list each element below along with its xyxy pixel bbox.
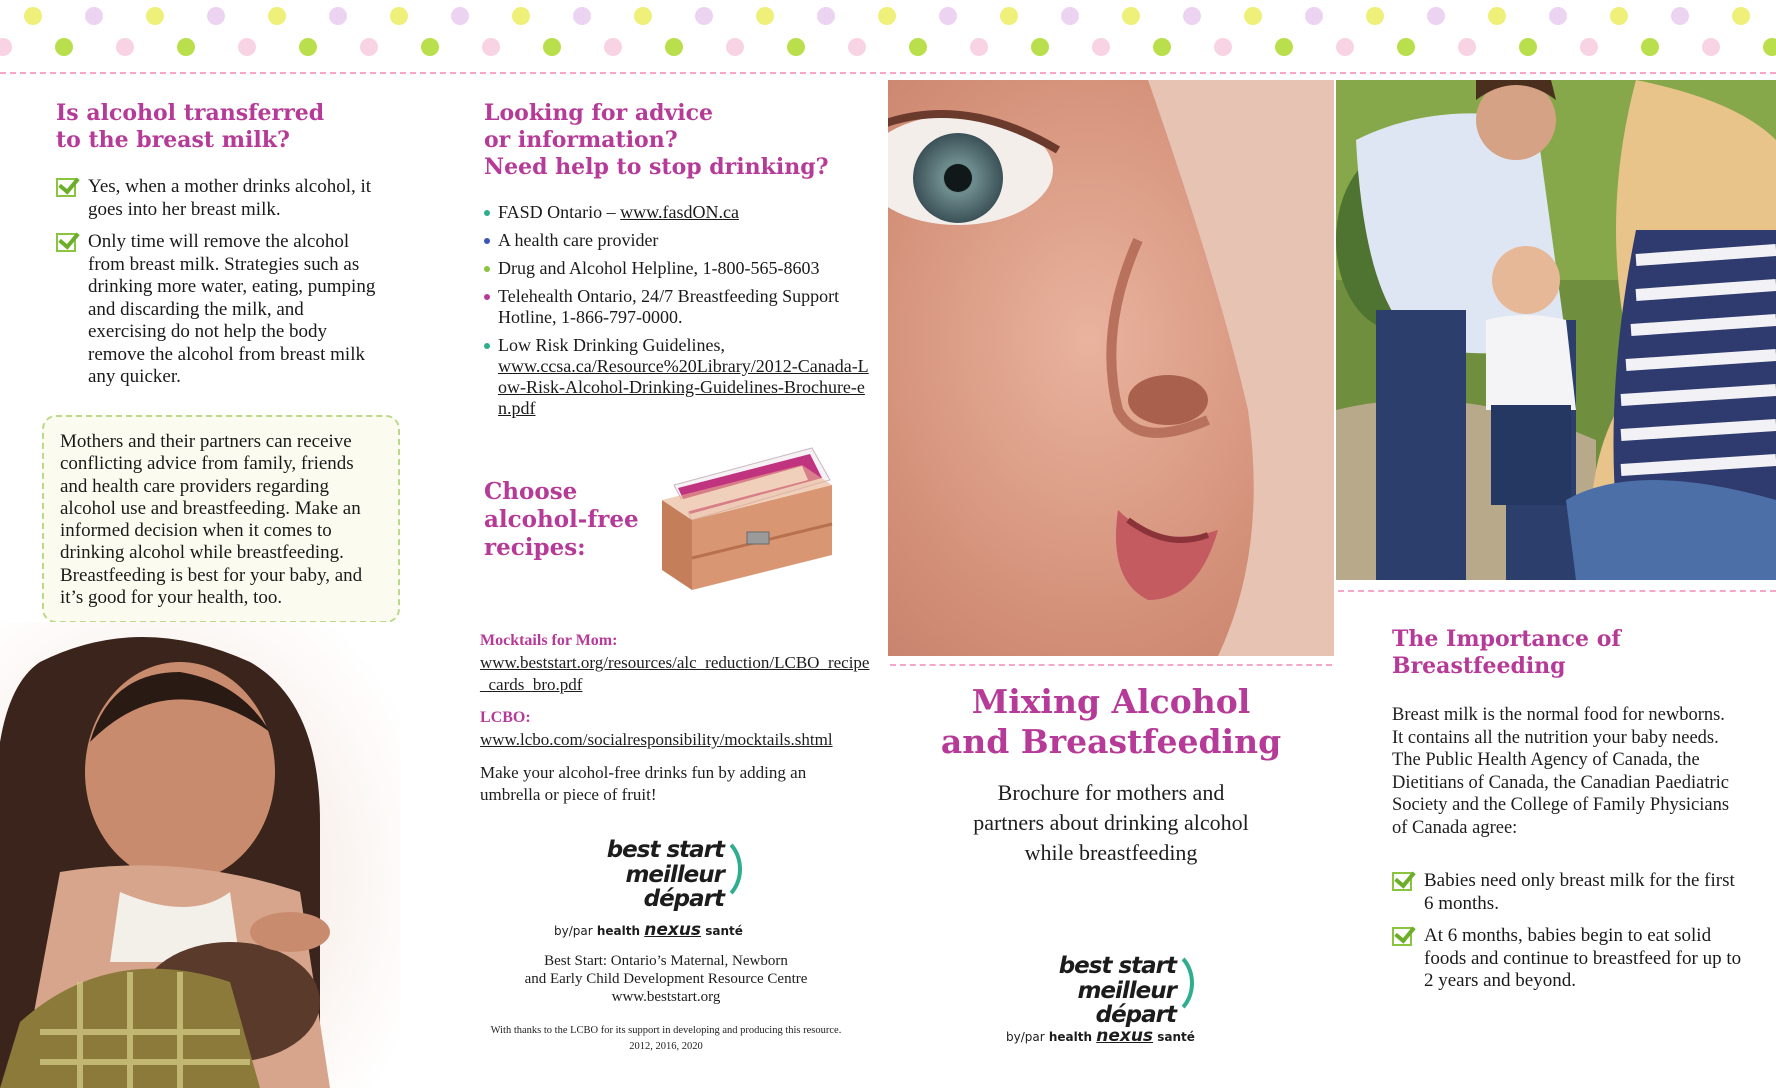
panel1-heading-line2: to the breast milk?	[56, 126, 290, 153]
header-dot	[695, 7, 713, 25]
mocktails-label: Mocktails for Mom:	[480, 632, 618, 649]
header-dot	[1305, 7, 1323, 25]
header-dot	[24, 7, 42, 25]
panel2-heading-line3: Need help to stop drinking?	[484, 153, 829, 180]
header-dot	[939, 7, 957, 25]
header-dot	[177, 38, 195, 56]
header-dot	[1366, 7, 1384, 25]
resource-item	[484, 202, 870, 223]
header-dot	[1488, 7, 1506, 25]
panel1-heading	[56, 100, 324, 154]
logo-byline	[1006, 1026, 1195, 1046]
resource-link[interactable]: www.ccsa.ca/Resource%20Library/2012-Canada-Low-Risk-Alcohol-Drinking-Guidelines-Brochure-en.pdf	[498, 356, 869, 418]
header-dot	[55, 38, 73, 56]
header-dot	[1000, 7, 1018, 25]
mocktails-link[interactable]: www.beststart.org/resources/alc_reduction/LCBO_recipe_cards_bro.pdf	[480, 653, 870, 694]
header-dot	[360, 38, 378, 56]
mother-baby-illustration	[0, 622, 400, 1088]
resource-item	[484, 230, 870, 251]
panel2-heading	[484, 100, 829, 180]
byline-health: health	[1048, 1030, 1093, 1044]
header-dot	[1580, 38, 1598, 56]
byline-nexus: nexus	[1096, 1026, 1154, 1046]
header-dot	[1214, 38, 1232, 56]
header-dot	[756, 7, 774, 25]
recipe-box-icon	[652, 440, 842, 600]
header-dot	[665, 38, 683, 56]
header-dot	[1275, 38, 1293, 56]
header-dot	[1244, 7, 1262, 25]
check-item	[1392, 925, 1742, 993]
partner-advice-note: Mothers and their partners can receive conflicting advice from family, friends and health care providers regarding alcohol use and breastfeeding. Make an informed decision when it comes to drinking alcohol while breastfeeding. Breastfeeding is best for your baby, and it’s good for your health, too.	[42, 415, 400, 623]
header-dot	[207, 7, 225, 25]
logo-arc-icon	[682, 834, 742, 904]
header-dot	[390, 7, 408, 25]
bullet-icon	[484, 210, 490, 216]
baby-closeup-photo	[888, 80, 1334, 656]
byline-health: health	[596, 924, 641, 938]
header-dot	[1183, 7, 1201, 25]
checkmark-icon	[1392, 872, 1412, 891]
header-dot	[1031, 38, 1049, 56]
credit-line3: www.beststart.org	[611, 989, 721, 1005]
header-dot	[1519, 38, 1537, 56]
resource-link[interactable]: www.fasdON.ca	[620, 202, 739, 222]
header-dot	[1092, 38, 1110, 56]
mother-breastfeeding-photo	[0, 622, 400, 1088]
header-dot	[604, 38, 622, 56]
checkmark-icon	[56, 178, 76, 197]
logo-line2: meilleur départ	[625, 862, 724, 913]
header-dot	[1153, 38, 1171, 56]
resource-text: FASD Ontario –	[498, 202, 621, 222]
check-item-text: Only time will remove the alcohol from breast milk. Strategies such as drinking more water, eating, pumping and discarding the milk, and exercising do not help the body remove the alcohol from breast milk any quicker.	[88, 231, 376, 387]
header-dot	[726, 38, 744, 56]
check-item-text: At 6 months, babies begin to eat solid foods and continue to breastfeed for up to 2 years and beyond.	[1424, 925, 1742, 991]
check-item-text: Yes, when a mother drinks alcohol, it goes into her breast milk.	[88, 176, 372, 220]
header-dot	[512, 7, 530, 25]
family-illustration	[1336, 80, 1776, 580]
header-dot	[85, 7, 103, 25]
header-dot	[299, 38, 317, 56]
resource-item	[484, 286, 870, 328]
header-dot	[1610, 7, 1628, 25]
logo-arc-icon	[1134, 948, 1194, 1018]
subtitle-line1: Brochure for mothers and	[997, 780, 1225, 805]
header-dot	[573, 7, 591, 25]
credit-line2: and Early Child Development Resource Centre	[524, 971, 808, 987]
logo-byline	[554, 920, 743, 940]
credit-line1: Best Start: Ontario’s Maternal, Newborn	[544, 953, 788, 969]
resource-text: Telehealth Ontario, 24/7 Breastfeeding Support Hotline, 1-866-797-0000.	[498, 286, 840, 327]
fun-tip-text: Make your alcohol-free drinks fun by adding an umbrella or piece of fruit!	[480, 763, 807, 804]
edition-years: 2012, 2016, 2020	[629, 1041, 703, 1052]
title-line1: Mixing Alcohol	[971, 682, 1251, 721]
header-dot	[1641, 38, 1659, 56]
panel4-divider	[1338, 590, 1776, 592]
lcbo-link[interactable]: www.lcbo.com/socialresponsibility/mocktails.shtml	[480, 730, 833, 749]
header-dot	[1122, 7, 1140, 25]
panel4-heading	[1392, 626, 1621, 680]
baby-face-illustration	[888, 80, 1334, 656]
header-dot	[329, 7, 347, 25]
panel2-heading-line2: or information?	[484, 126, 678, 153]
recipes-heading-line1: Choose	[484, 478, 578, 505]
mocktails-block	[480, 630, 872, 696]
header-dot	[787, 38, 805, 56]
check-item	[56, 176, 386, 221]
header-dot	[1671, 7, 1689, 25]
best-start-logo	[548, 838, 758, 938]
header-dot	[1732, 7, 1750, 25]
logo-line1: best start	[606, 837, 724, 863]
lcbo-block	[480, 706, 840, 751]
panel3-divider	[890, 664, 1332, 666]
check-item	[1392, 870, 1742, 915]
header-dot	[421, 38, 439, 56]
check-item-text: Babies need only breast milk for the first 6 months.	[1424, 870, 1735, 914]
recipe-card-box-image	[652, 440, 842, 600]
header-dot	[634, 7, 652, 25]
bullet-icon	[484, 294, 490, 300]
header-dot	[1336, 38, 1354, 56]
resource-text: Low Risk Drinking Guidelines,	[498, 335, 725, 355]
resource-item	[484, 258, 870, 279]
bullet-icon	[484, 343, 490, 349]
header-dot	[1427, 7, 1445, 25]
header-dot	[482, 38, 500, 56]
lcbo-label: LCBO:	[480, 709, 531, 726]
subtitle-line3: while breastfeeding	[1024, 840, 1198, 865]
header-dot	[146, 7, 164, 25]
resource-list	[484, 202, 870, 426]
dotted-header-band	[0, 0, 1776, 72]
resource-item	[484, 335, 870, 419]
header-dot	[1397, 38, 1415, 56]
header-divider	[0, 72, 1776, 74]
header-dot	[116, 38, 134, 56]
header-dot	[1549, 7, 1567, 25]
header-dot	[817, 7, 835, 25]
brochure-title	[888, 682, 1334, 762]
recipes-heading	[484, 478, 639, 562]
brochure-subtitle	[888, 778, 1334, 868]
byline-sante: santé	[705, 924, 743, 938]
resource-text: Drug and Alcohol Helpline, 1-800-565-8603	[498, 258, 820, 278]
byline-prefix: by/par	[554, 924, 593, 938]
header-dot	[909, 38, 927, 56]
check-item	[56, 231, 386, 389]
bullet-icon	[484, 238, 490, 244]
best-start-logo-cover	[998, 954, 1208, 1054]
resource-text: A health care provider	[498, 230, 659, 250]
title-line2: and Breastfeeding	[940, 722, 1282, 761]
header-dot	[0, 38, 12, 56]
family-walking-photo	[1336, 80, 1776, 580]
header-dot	[1458, 38, 1476, 56]
panel4-checklist	[1392, 870, 1742, 1003]
header-dot	[238, 38, 256, 56]
panel1-checklist	[56, 176, 386, 399]
panel4-heading-line2: Breastfeeding	[1392, 652, 1566, 679]
header-dot	[1702, 38, 1720, 56]
header-dot	[543, 38, 561, 56]
panel1-heading-line1: Is alcohol transferred	[56, 100, 325, 126]
checkmark-icon	[56, 233, 76, 252]
header-dot	[970, 38, 988, 56]
byline-nexus: nexus	[644, 920, 702, 940]
panel2-heading-line1: Looking for advice	[484, 100, 714, 126]
recipes-heading-line2: alcohol-free	[484, 506, 639, 533]
recipes-heading-line3: recipes:	[484, 534, 586, 561]
header-dot	[268, 7, 286, 25]
logo-line1: best start	[1058, 953, 1176, 979]
header-dot	[878, 7, 896, 25]
credit-block	[472, 952, 860, 1006]
subtitle-line2: partners about drinking alcohol	[973, 810, 1249, 835]
bullet-icon	[484, 266, 490, 272]
header-dot	[848, 38, 866, 56]
thanks-note: With thanks to the LCBO for its support in developing and producing this resource.	[490, 1025, 842, 1036]
checkmark-icon	[1392, 927, 1412, 946]
header-dot	[451, 7, 469, 25]
logo-line2: meilleur départ	[1077, 978, 1176, 1029]
header-dot	[1061, 7, 1079, 25]
header-dot	[1763, 38, 1776, 56]
panel4-heading-line1: The Importance of	[1392, 626, 1621, 652]
panel4-body: Breast milk is the normal food for newborns. It contains all the nutrition your baby needs. The Public Health Agency of Canada, the Dietitians of Canada, the Canadian Paediatric Society and the College of Family Physicians of Canada agree:	[1392, 705, 1730, 838]
byline-sante: santé	[1157, 1030, 1195, 1044]
byline-prefix: by/par	[1006, 1030, 1045, 1044]
